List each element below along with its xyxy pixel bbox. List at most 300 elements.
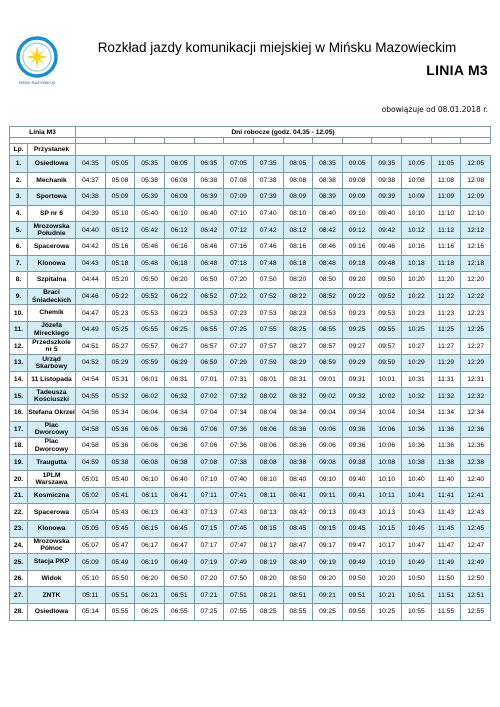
departure-time: 05:02 <box>76 487 106 504</box>
departure-time: 05:32 <box>105 388 135 405</box>
departure-time: 06:40 <box>164 471 194 488</box>
timetable <box>9 126 491 621</box>
departure-time: 11:29 <box>431 355 461 372</box>
departure-time: 08:59 <box>313 355 343 372</box>
departure-time: 04:44 <box>76 272 106 289</box>
departure-time: 12:36 <box>461 421 491 438</box>
departure-time: 06:32 <box>164 388 194 405</box>
row-number: 17. <box>10 421 28 438</box>
departure-time: 10:36 <box>402 438 432 455</box>
departure-time: 10:50 <box>402 570 432 587</box>
departure-time: 06:10 <box>135 471 165 488</box>
departure-time: 08:13 <box>253 504 283 521</box>
departure-time: 07:42 <box>253 222 283 239</box>
departure-time: 05:08 <box>105 172 135 189</box>
departure-time: 07:40 <box>224 471 254 488</box>
departure-time: 09:39 <box>372 189 402 206</box>
departure-time: 08:25 <box>283 321 313 338</box>
departure-time: 08:06 <box>253 438 283 455</box>
line-name: LINIA M3 <box>426 62 488 78</box>
departure-time: 05:27 <box>105 338 135 355</box>
departure-time: 11:27 <box>431 338 461 355</box>
col-stop-header: Przystanek <box>28 144 76 156</box>
departure-time: 08:34 <box>283 404 313 421</box>
departure-time: 09:10 <box>313 471 343 488</box>
departure-time: 08:08 <box>253 454 283 471</box>
departure-time: 07:19 <box>194 554 224 571</box>
departure-time: 06:55 <box>194 321 224 338</box>
departure-time: 07:40 <box>253 205 283 222</box>
stop-name: SP nr 6 <box>28 205 76 222</box>
departure-time: 06:16 <box>164 238 194 255</box>
departure-time: 06:20 <box>135 570 165 587</box>
table-row <box>10 172 491 189</box>
table-row <box>10 487 491 504</box>
departure-time: 05:47 <box>105 537 135 554</box>
row-number: 27. <box>10 587 28 604</box>
departure-time: 09:16 <box>342 238 372 255</box>
departure-time: 05:05 <box>105 156 135 173</box>
departure-time: 08:49 <box>283 554 313 571</box>
departure-time: 09:52 <box>372 288 402 305</box>
departure-time: 06:59 <box>194 355 224 372</box>
departure-time: 06:05 <box>164 156 194 173</box>
departure-time: 04:49 <box>76 321 106 338</box>
departure-time: 08:31 <box>283 371 313 388</box>
departure-time: 07:11 <box>194 487 224 504</box>
stop-name: Kosmiczna <box>28 487 76 504</box>
row-number: 15. <box>10 388 28 405</box>
departure-time: 07:55 <box>224 604 254 621</box>
departure-time: 07:18 <box>224 255 254 272</box>
departure-time: 12:23 <box>461 305 491 322</box>
departure-time: 05:23 <box>105 305 135 322</box>
departure-time: 12:27 <box>461 338 491 355</box>
departure-time: 09:13 <box>313 504 343 521</box>
stop-name: Szpitalna <box>28 272 76 289</box>
departure-time: 11:08 <box>431 172 461 189</box>
departure-time: 08:50 <box>283 570 313 587</box>
stop-name: Widok <box>28 570 76 587</box>
departure-time: 07:20 <box>224 272 254 289</box>
departure-time: 07:06 <box>194 421 224 438</box>
departure-time: 07:10 <box>224 205 254 222</box>
departure-time: 07:31 <box>224 371 254 388</box>
departure-time: 06:38 <box>164 454 194 471</box>
departure-time: 07:08 <box>194 454 224 471</box>
departure-time: 04:52 <box>76 355 106 372</box>
departure-time: 05:51 <box>105 587 135 604</box>
departure-time: 05:07 <box>76 537 106 554</box>
stop-name: Plac Dworcowy <box>28 421 76 438</box>
departure-time: 09:31 <box>342 371 372 388</box>
departure-time: 05:36 <box>105 438 135 455</box>
departure-time: 08:38 <box>283 454 313 471</box>
table-row <box>10 454 491 471</box>
departure-time: 07:22 <box>224 288 254 305</box>
stop-name: 11 Listopada <box>28 371 76 388</box>
departure-time: 08:12 <box>283 222 313 239</box>
departure-time: 09:15 <box>313 521 343 538</box>
departure-time: 07:39 <box>253 189 283 206</box>
stop-name: Braci Śniadeckich <box>28 288 76 305</box>
departure-time: 06:51 <box>164 587 194 604</box>
departure-time: 05:38 <box>135 172 165 189</box>
departure-time: 05:55 <box>105 604 135 621</box>
departure-time: 08:18 <box>283 255 313 272</box>
departure-time: 07:50 <box>224 570 254 587</box>
departure-time: 07:53 <box>253 305 283 322</box>
departure-time: 10:21 <box>372 587 402 604</box>
departure-time: 08:06 <box>253 421 283 438</box>
departure-time: 09:29 <box>342 355 372 372</box>
departure-time: 12:31 <box>461 371 491 388</box>
departure-time: 12:51 <box>461 587 491 604</box>
departure-time: 06:38 <box>194 172 224 189</box>
row-number: 10. <box>10 305 28 322</box>
departure-time: 05:34 <box>105 404 135 421</box>
departure-time: 09:36 <box>342 438 372 455</box>
table-row <box>10 471 491 488</box>
departure-time: 12:43 <box>461 504 491 521</box>
departure-time: 06:31 <box>164 371 194 388</box>
departure-time: 12:05 <box>461 156 491 173</box>
departure-time: 07:36 <box>224 421 254 438</box>
departure-time: 09:19 <box>313 554 343 571</box>
departure-time: 07:57 <box>253 338 283 355</box>
row-number: 19. <box>10 454 28 471</box>
departure-time: 11:55 <box>431 604 461 621</box>
departure-time: 12:45 <box>461 521 491 538</box>
departure-time: 05:36 <box>105 421 135 438</box>
departure-time: 12:40 <box>461 471 491 488</box>
departure-time: 11:09 <box>431 189 461 206</box>
stop-name: ZNTK <box>28 587 76 604</box>
departure-time: 05:31 <box>105 371 135 388</box>
departure-time: 04:43 <box>76 255 106 272</box>
departure-time: 04:37 <box>76 172 106 189</box>
departure-time: 10:20 <box>372 570 402 587</box>
departure-time: 11:40 <box>431 471 461 488</box>
departure-time: 09:18 <box>342 255 372 272</box>
departure-time: 04:59 <box>76 454 106 471</box>
departure-time: 11:50 <box>431 570 461 587</box>
departure-time: 05:25 <box>105 321 135 338</box>
departure-time: 07:51 <box>224 587 254 604</box>
departure-time: 08:36 <box>283 421 313 438</box>
departure-time: 11:32 <box>431 388 461 405</box>
table-row <box>10 305 491 322</box>
departure-time: 06:09 <box>164 189 194 206</box>
table-row <box>10 338 491 355</box>
departure-time: 07:01 <box>194 371 224 388</box>
departure-time: 05:55 <box>135 321 165 338</box>
departure-time: 08:20 <box>283 272 313 289</box>
departure-time: 10:45 <box>402 521 432 538</box>
departure-time: 10:31 <box>402 371 432 388</box>
departure-time: 09:55 <box>372 321 402 338</box>
stop-name: Klonowa <box>28 521 76 538</box>
departure-time: 10:16 <box>402 238 432 255</box>
table-row <box>10 371 491 388</box>
departure-time: 08:29 <box>283 355 313 372</box>
departure-time: 11:22 <box>431 288 461 305</box>
table-row <box>10 205 491 222</box>
departure-time: 10:12 <box>402 222 432 239</box>
departure-time: 10:13 <box>372 504 402 521</box>
departure-time: 12:32 <box>461 388 491 405</box>
departure-time: 05:50 <box>105 570 135 587</box>
departure-time: 10:01 <box>372 371 402 388</box>
departure-time: 09:23 <box>342 305 372 322</box>
departure-time: 06:39 <box>194 189 224 206</box>
departure-time: 10:51 <box>402 587 432 604</box>
page-title: Rozkład jazdy komunikacji miejskiej w Mińsku Mazowieckim <box>97 40 457 55</box>
departure-time: 12:18 <box>461 255 491 272</box>
departure-time: 12:38 <box>461 454 491 471</box>
departure-time: 08:50 <box>313 272 343 289</box>
departure-time: 05:50 <box>135 272 165 289</box>
departure-time: 06:36 <box>164 421 194 438</box>
departure-time: 10:55 <box>402 604 432 621</box>
departure-time: 06:20 <box>164 272 194 289</box>
table-row <box>10 521 491 538</box>
departure-time: 06:06 <box>135 421 165 438</box>
departure-time: 05:57 <box>135 338 165 355</box>
departure-time: 08:38 <box>313 172 343 189</box>
departure-time: 05:42 <box>135 222 165 239</box>
departure-time: 08:08 <box>283 172 313 189</box>
departure-time: 05:46 <box>135 238 165 255</box>
departure-time: 10:38 <box>402 454 432 471</box>
departure-time: 09:46 <box>372 238 402 255</box>
departure-time: 08:52 <box>313 288 343 305</box>
departure-time: 06:11 <box>135 487 165 504</box>
departure-time: 12:20 <box>461 272 491 289</box>
departure-time: 04:46 <box>76 288 106 305</box>
departure-time: 07:38 <box>253 172 283 189</box>
row-number: 14. <box>10 371 28 388</box>
row-number: 12. <box>10 338 28 355</box>
departure-time: 06:01 <box>135 371 165 388</box>
stop-name: Stefana Okrzei <box>28 404 76 421</box>
departure-time: 10:06 <box>372 421 402 438</box>
departure-time: 10:43 <box>402 504 432 521</box>
departure-time: 11:47 <box>431 537 461 554</box>
departure-time: 08:10 <box>283 205 313 222</box>
table-row <box>10 156 491 173</box>
departure-time: 12:22 <box>461 288 491 305</box>
departure-time: 11:43 <box>431 504 461 521</box>
sun-icon <box>26 46 48 68</box>
departure-time: 04:56 <box>76 404 106 421</box>
departure-time: 09:41 <box>342 487 372 504</box>
departure-time: 05:09 <box>76 554 106 571</box>
departure-time: 06:50 <box>194 272 224 289</box>
departure-time: 11:12 <box>431 222 461 239</box>
stop-name: Sportowa <box>28 189 76 206</box>
departure-time: 04:54 <box>76 371 106 388</box>
departure-time: 08:57 <box>313 338 343 355</box>
row-number: 9. <box>10 288 28 305</box>
departure-time: 06:45 <box>164 521 194 538</box>
departure-time: 10:25 <box>402 321 432 338</box>
departure-time: 05:29 <box>105 355 135 372</box>
departure-time: 10:40 <box>402 471 432 488</box>
departure-time: 10:23 <box>402 305 432 322</box>
departure-time: 05:04 <box>76 504 106 521</box>
departure-time: 10:20 <box>402 272 432 289</box>
departure-time: 09:08 <box>342 172 372 189</box>
departure-time: 09:08 <box>313 454 343 471</box>
stop-name: Mechanik <box>28 172 76 189</box>
departure-time: 08:21 <box>253 587 283 604</box>
departure-time: 10:47 <box>402 537 432 554</box>
departure-time: 07:06 <box>194 438 224 455</box>
departure-time: 07:50 <box>253 272 283 289</box>
row-number: 11. <box>10 321 28 338</box>
departure-time: 06:08 <box>135 454 165 471</box>
days-label-cell: Dni robocze (godz. 04.35 - 12.05) <box>76 127 491 138</box>
departure-time: 05:41 <box>105 487 135 504</box>
departure-time: 07:25 <box>224 321 254 338</box>
stop-name: Osiedlowa <box>28 156 76 173</box>
departure-time: 08:15 <box>253 521 283 538</box>
departure-time: 08:36 <box>283 438 313 455</box>
departure-time: 09:43 <box>342 504 372 521</box>
departure-time: 10:22 <box>402 288 432 305</box>
departure-time: 09:01 <box>313 371 343 388</box>
departure-time: 06:40 <box>194 205 224 222</box>
departure-time: 12:36 <box>461 438 491 455</box>
table-row <box>10 404 491 421</box>
departure-time: 08:01 <box>253 371 283 388</box>
row-number: 2. <box>10 172 28 189</box>
departure-time: 11:10 <box>431 205 461 222</box>
departure-time: 10:06 <box>372 438 402 455</box>
departure-time: 06:52 <box>194 288 224 305</box>
departure-time: 07:32 <box>224 388 254 405</box>
departure-time: 09:55 <box>342 604 372 621</box>
departure-time: 07:59 <box>253 355 283 372</box>
departure-time: 11:20 <box>431 272 461 289</box>
departure-time: 11:49 <box>431 554 461 571</box>
departure-time: 06:22 <box>164 288 194 305</box>
departure-time: 07:12 <box>224 222 254 239</box>
departure-time: 08:17 <box>253 537 283 554</box>
departure-time: 04:51 <box>76 338 106 355</box>
departure-time: 11:45 <box>431 521 461 538</box>
stop-name: Osiedlowa <box>28 604 76 621</box>
departure-time: 06:21 <box>135 587 165 604</box>
departure-time: 04:35 <box>76 156 106 173</box>
departure-time: 05:22 <box>105 288 135 305</box>
departure-time: 08:19 <box>253 554 283 571</box>
row-number: 4. <box>10 205 28 222</box>
departure-time: 09:27 <box>342 338 372 355</box>
departure-time: 08:40 <box>283 471 313 488</box>
departure-time: 07:04 <box>194 404 224 421</box>
departure-time: 07:16 <box>224 238 254 255</box>
departure-time: 09:17 <box>313 537 343 554</box>
departure-time: 10:36 <box>402 421 432 438</box>
row-number: 26. <box>10 570 28 587</box>
departure-time: 07:46 <box>253 238 283 255</box>
departure-time: 05:59 <box>135 355 165 372</box>
departure-time: 09:04 <box>313 404 343 421</box>
departure-time: 11:05 <box>431 156 461 173</box>
departure-time: 11:38 <box>431 454 461 471</box>
departure-time: 09:34 <box>342 404 372 421</box>
departure-time: 09:06 <box>313 438 343 455</box>
departure-time: 11:36 <box>431 438 461 455</box>
departure-time: 10:02 <box>372 388 402 405</box>
table-row <box>10 537 491 554</box>
departure-time: 05:49 <box>105 554 135 571</box>
departure-time: 07:38 <box>224 454 254 471</box>
row-number: 28. <box>10 604 28 621</box>
departure-time: 05:18 <box>105 255 135 272</box>
departure-time: 05:09 <box>105 189 135 206</box>
departure-time: 08:39 <box>313 189 343 206</box>
departure-time: 06:12 <box>164 222 194 239</box>
departure-time: 06:25 <box>135 604 165 621</box>
row-number: 13. <box>10 355 28 372</box>
departure-time: 12:16 <box>461 238 491 255</box>
departure-time: 05:20 <box>105 272 135 289</box>
departure-time: 05:45 <box>105 521 135 538</box>
departure-time: 09:22 <box>342 288 372 305</box>
departure-time: 08:45 <box>283 521 313 538</box>
departure-time: 10:11 <box>372 487 402 504</box>
departure-time: 07:45 <box>224 521 254 538</box>
departure-time: 06:36 <box>164 438 194 455</box>
departure-time: 08:48 <box>313 255 343 272</box>
stop-name: Klonowa <box>28 255 76 272</box>
departure-time: 12:41 <box>461 487 491 504</box>
row-number: 7. <box>10 255 28 272</box>
row-number: 8. <box>10 272 28 289</box>
stop-name: Mrozowska Południe <box>28 222 76 239</box>
departure-time: 06:35 <box>194 156 224 173</box>
row-number: 23. <box>10 521 28 538</box>
departure-time: 11:36 <box>431 421 461 438</box>
departure-time: 05:16 <box>105 238 135 255</box>
departure-time: 06:23 <box>164 305 194 322</box>
departure-time: 12:25 <box>461 321 491 338</box>
departure-time: 12:55 <box>461 604 491 621</box>
row-number: 24. <box>10 537 28 554</box>
departure-time: 08:05 <box>283 156 313 173</box>
departure-time: 11:18 <box>431 255 461 272</box>
departure-time: 05:38 <box>105 454 135 471</box>
departure-time: 06:17 <box>135 537 165 554</box>
departure-time: 09:36 <box>342 421 372 438</box>
row-number: 25. <box>10 554 28 571</box>
departure-time: 12:10 <box>461 205 491 222</box>
table-row <box>10 189 491 206</box>
departure-time: 07:15 <box>194 521 224 538</box>
departure-time: 06:48 <box>194 255 224 272</box>
table-row <box>10 355 491 372</box>
departure-time: 05:53 <box>135 305 165 322</box>
departure-time: 08:02 <box>253 388 283 405</box>
departure-time: 06:41 <box>164 487 194 504</box>
departure-time: 12:50 <box>461 570 491 587</box>
departure-time: 09:50 <box>342 570 372 587</box>
departure-time: 09:06 <box>313 421 343 438</box>
departure-time: 04:58 <box>76 421 106 438</box>
